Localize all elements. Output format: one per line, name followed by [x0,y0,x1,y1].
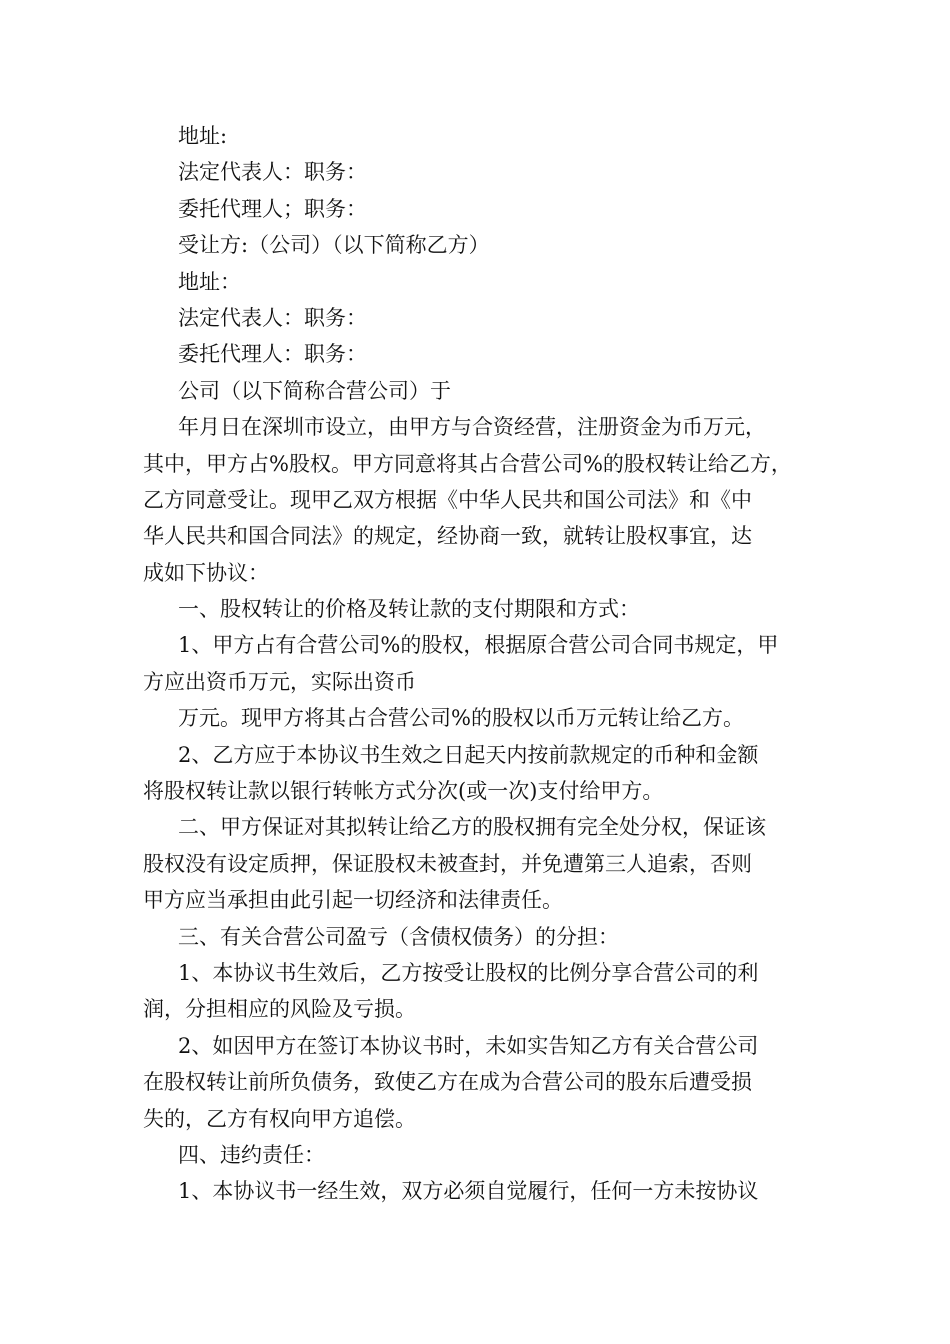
text-line: 在股权转让前所负债务，致使乙方在成为合营公司的股东后遭受损 [143,1070,752,1095]
text-line: 受让方:（公司）（以下简称乙方） [178,233,490,258]
text-line: 一、股权转让的价格及转让款的支付期限和方式： [178,597,640,622]
text-line: 万元。现甲方将其占合营公司%的股权以币万元转让给乙方。 [178,706,744,731]
text-line: 其中，甲方占%股权。甲方同意将其占合营公司%的股权转让给乙方， [143,451,792,476]
text-line: 二、甲方保证对其拟转让给乙方的股权拥有完全处分权，保证该 [178,815,766,840]
text-line: 三、有关合营公司盈亏（含债权债务）的分担： [178,924,619,949]
text-line: 四、违约责任： [178,1142,325,1167]
text-line: 年月日在深圳市设立，由甲方与合资经营，注册资金为币万元， [178,415,766,440]
text-line: 公司（以下简称合营公司）于 [178,378,451,403]
text-line: 1、本协议书一经生效，双方必须自觉履行，任何一方未按协议 [178,1179,759,1204]
text-line: 乙方同意受让。现甲乙双方根据《中华人民共和国公司法》和《中 [143,487,752,512]
text-line: 润，分担相应的风险及亏损。 [143,997,416,1022]
text-line: 地址: [178,124,228,148]
text-line: 委托代理人；职务： [178,196,367,221]
text-line: 失的，乙方有权向甲方追偿。 [143,1106,416,1131]
text-line: 成如下协议： [143,560,269,585]
text-line: 地址： [178,269,241,294]
agreement-text [143,118,811,1210]
text-line: 2、如因甲方在签订本协议书时，未如实告知乙方有关合营公司 [178,1033,759,1058]
text-line: 1、甲方占有合营公司%的股权，根据原合营公司合同书规定，甲 [178,633,779,658]
text-line: 股权没有设定质押，保证股权未被查封，并免遭第三人追索，否则 [143,851,752,876]
text-line: 2、乙方应于本协议书生效之日起天内按前款规定的币种和金额 [178,742,759,767]
text-line: 将股权转让款以银行转帐方式分次(或一次)支付给甲方。 [143,779,664,804]
text-line: 方应出资币万元，实际出资币 [143,669,416,694]
text-line: 法定代表人：职务： [178,305,367,330]
text-line: 甲方应当承担由此引起一切经济和法律责任。 [143,888,563,913]
text-line: 华人民共和国合同法》的规定，经协商一致，就转让股权事宜，达 [143,524,752,549]
text-line: 委托代理人：职务： [178,342,367,367]
text-line: 法定代表人：职务： [178,160,367,185]
text-line: 1、本协议书生效后，乙方按受让股权的比例分享合营公司的利 [178,960,759,985]
